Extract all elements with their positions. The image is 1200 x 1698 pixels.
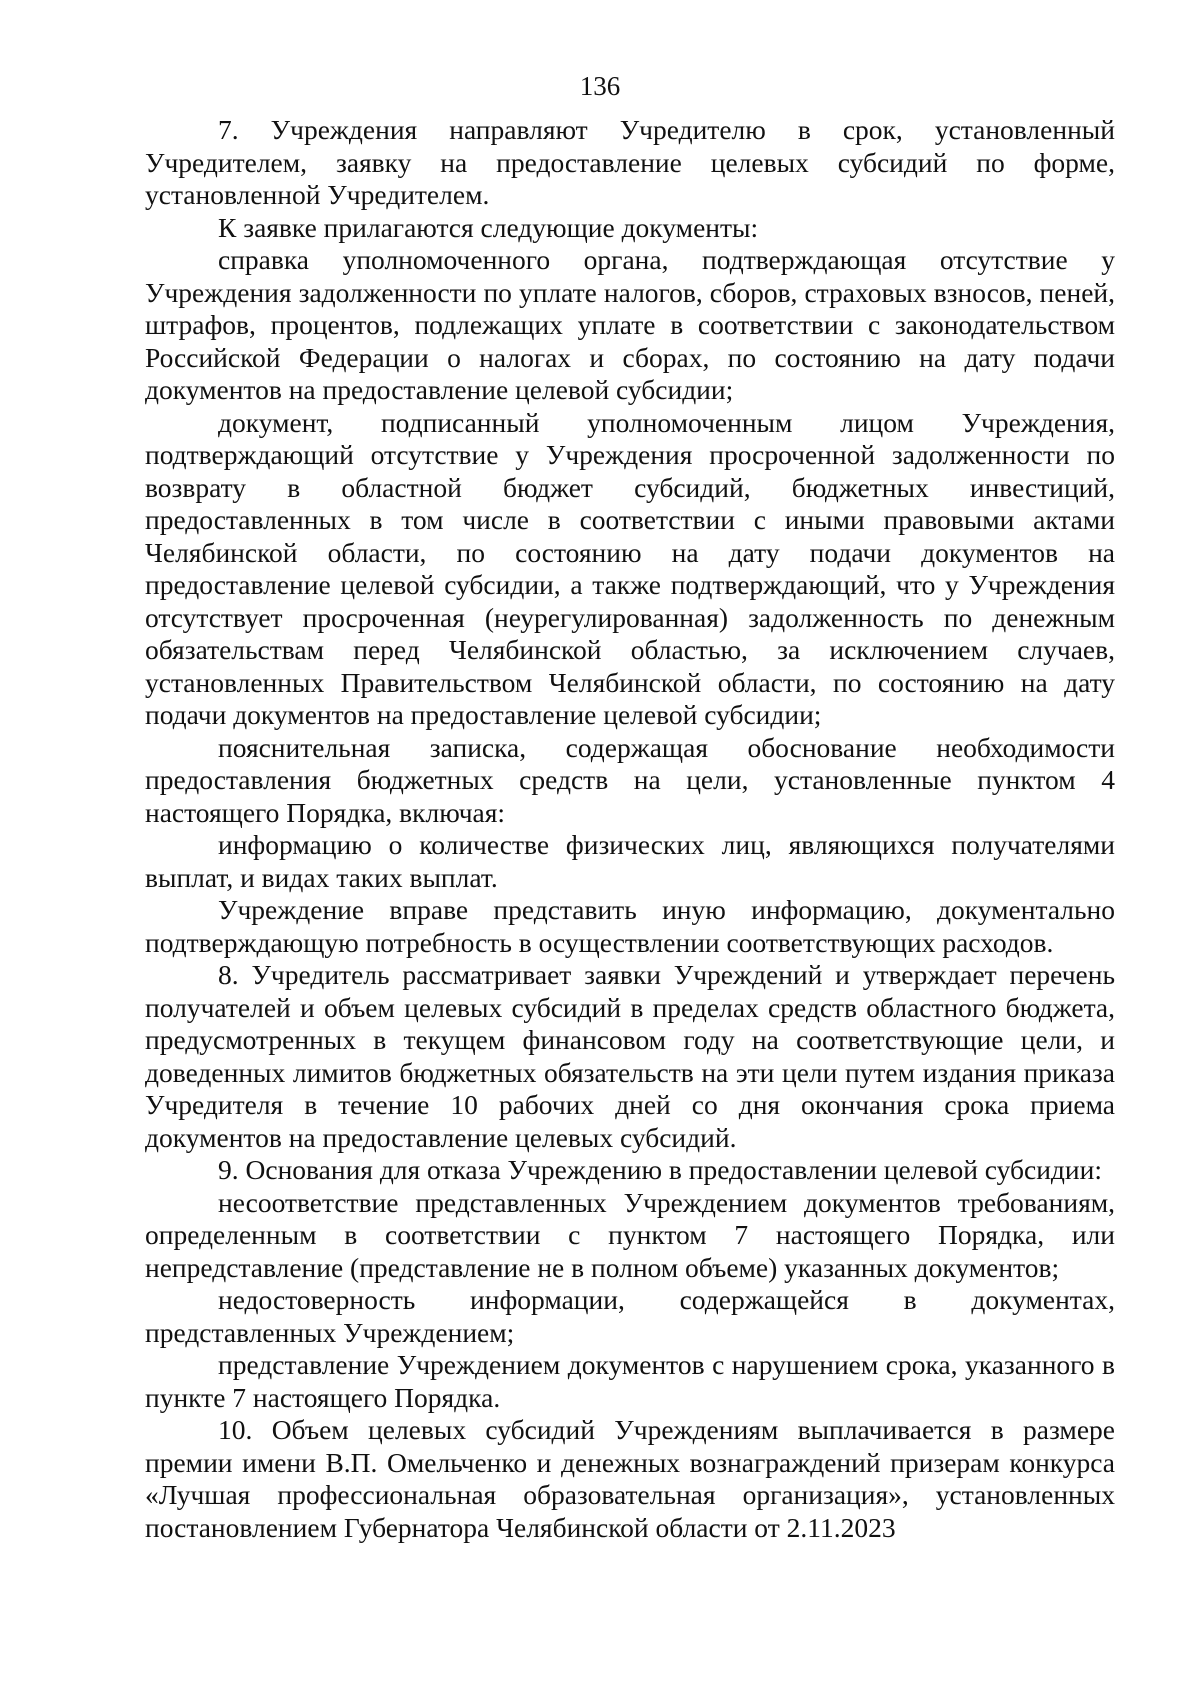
- paragraph-attached-documents-intro: К заявке прилагаются следующие документы:: [218, 211, 759, 243]
- paragraph-tax-certificate: справка уполномоченного органа, подтверждающая отсутствие у Учреждения задолженности по уплате налогов, сборов, страховых взносов, пеней, штрафов, процентов, подлежащих уплате в соответствии с законодательством Российской Федерации о налогах и сборах, по состоянию на дату подачи документов на предоставление целевой субсидии;: [145, 244, 1115, 405]
- paragraph-10-subsidy-amount: 10. Объем целевых субсидий Учреждениям выплачивается в размере премии имени В.П. Омельченко и денежных вознаграждений призерам конкурса «Лучшая профессиональная образовательная организация», установленных постановлением Губернатора Челябинской области от 2.11.2023: [145, 1414, 1115, 1543]
- paragraph-8-review: 8. Учредитель рассматривает заявки Учреждений и утверждает перечень получателей и объем целевых субсидий в пределах средств областного бюджета, предусмотренных в текущем финансовом году на соответствующие цели, и доведенных лимитов бюджетных обязательств на эти цели путем издания приказа Учредителя в течение 10 рабочих дней со дня окончания срока приема документов на предоставление целевых субсидий.: [145, 959, 1115, 1153]
- paragraph-other-information: Учреждение вправе представить иную информацию, документально подтверждающую потребность в осуществлении соответствующих расходов.: [145, 894, 1115, 958]
- paragraph-recipients-info: информацию о количестве физических лиц, являющихся получателями выплат, и видах таких выплат.: [145, 829, 1115, 893]
- paragraph-unreliability: недостоверность информации, содержащейся в документах, представленных Учреждением;: [145, 1284, 1115, 1348]
- paragraph-late-submission: представление Учреждением документов с нарушением срока, указанного в пункте 7 настоящего Порядка.: [145, 1349, 1115, 1413]
- paragraph-explanatory-note: пояснительная записка, содержащая обоснование необходимости предоставления бюджетных средств на цели, установленные пунктом 4 настоящего Порядка, включая:: [145, 731, 1115, 828]
- paragraph-signed-document: документ, подписанный уполномоченным лицом Учреждения, подтверждающий отсутствие у Учреждения просроченной задолженности по возврату в областной бюджет субсидий, бюджетных инвестиций, предоставленных в том числе в соответствии с иными правовыми актами Челябинской области, по состоянию на дату подачи документов на предоставление целевой субсидии, а также подтверждающий, что у Учреждения отсутствует просроченная (неурегулированная) задолженность по денежным обязательствам перед Челябинской областью, за исключением случаев, установленных Правительством Челябинской области, по состоянию на дату подачи документов на предоставление целевой субсидии;: [145, 406, 1115, 730]
- page-number: 136: [579, 71, 621, 101]
- document-body: [145, 114, 1115, 1544]
- paragraph-9-refusal-grounds: 9. Основания для отказа Учреждению в предоставлении целевой субсидии:: [218, 1154, 1103, 1185]
- paragraph-nonconformity: несоответствие представленных Учреждением документов требованиям, определенным в соответствии с пунктом 7 настоящего Порядка, или непредставление (представление не в полном объеме) указанных документов;: [145, 1186, 1115, 1283]
- paragraph-7-application: 7. Учреждения направляют Учредителю в срок, установленный Учредителем, заявку на предоставление целевых субсидий по форме, установленной Учредителем.: [145, 114, 1115, 210]
